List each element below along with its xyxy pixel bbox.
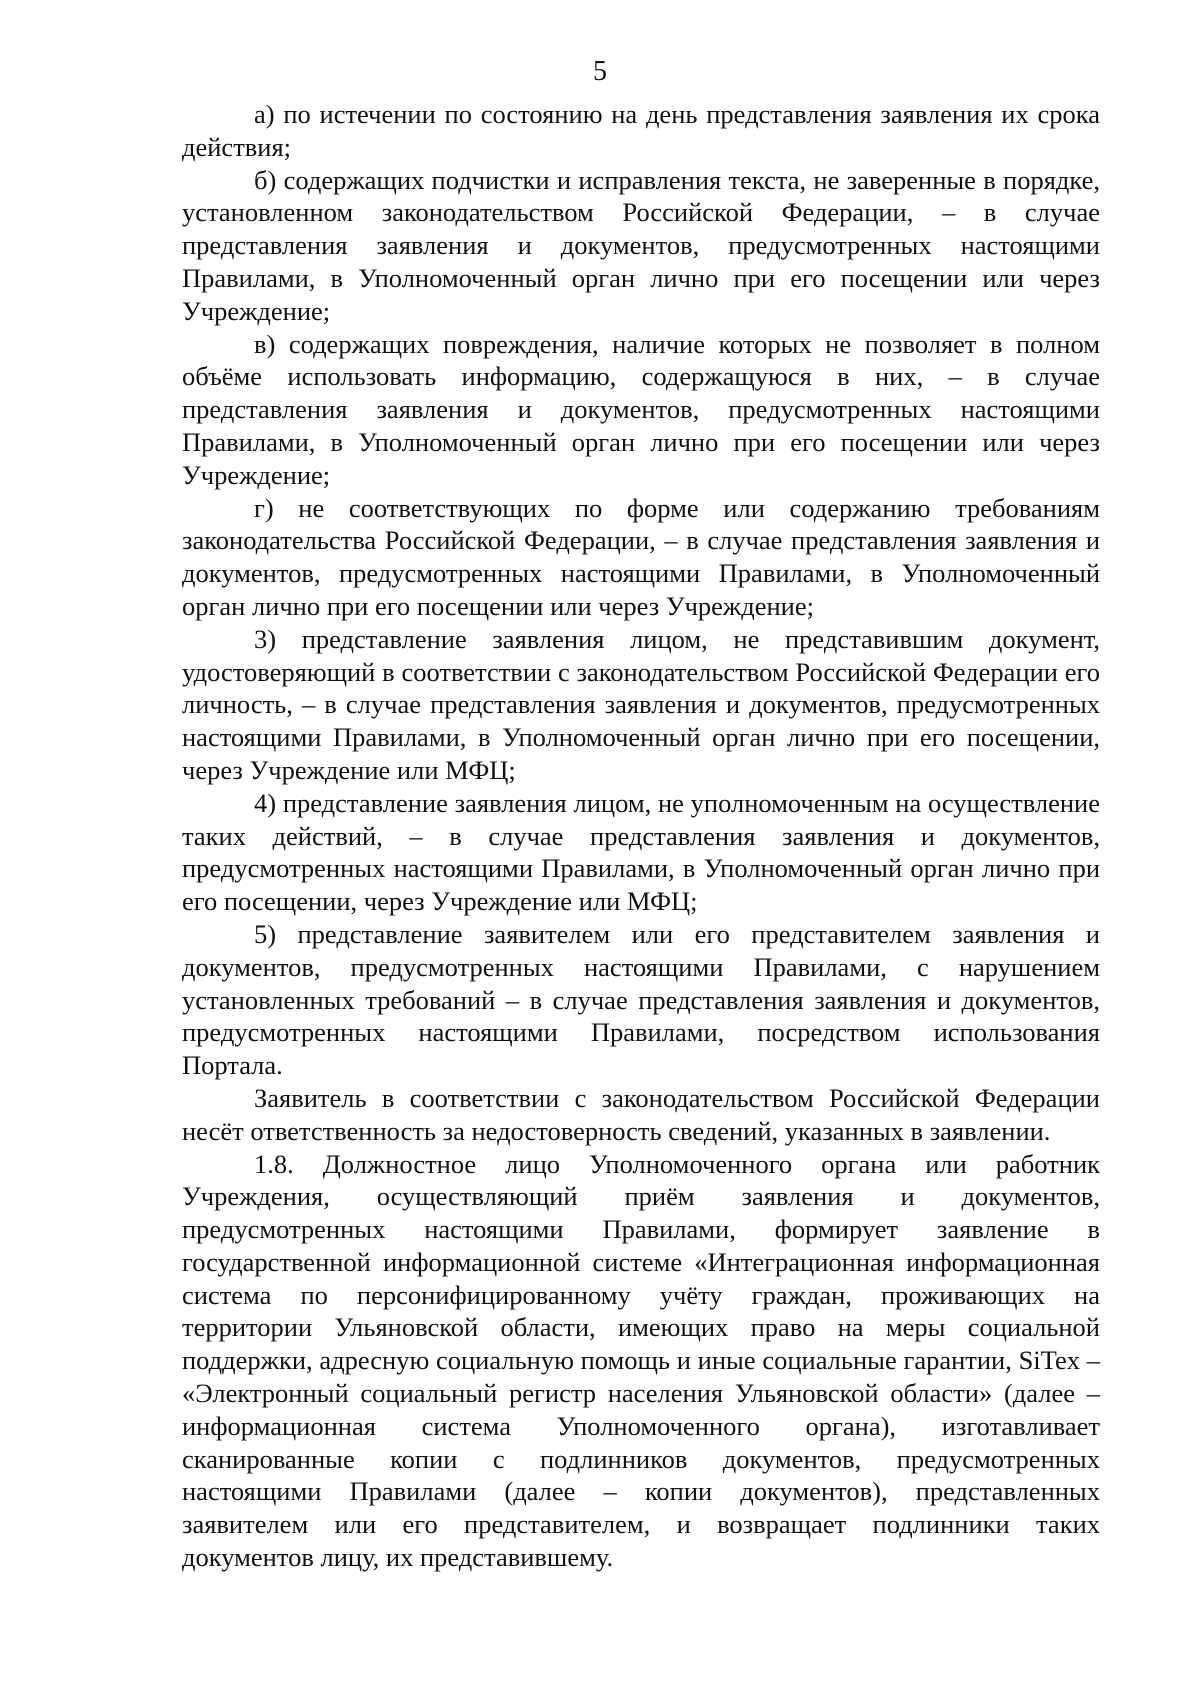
paragraph-item-g: г) не соответствующих по форме или содержанию требованиям законодательства Российской Федерации, – в случае представления заявления и документов, предусмотренных настоящими Правилами, в Уполномоченный орган лично при его посещении или через Учреждение;	[182, 492, 1100, 621]
paragraph-item-b: б) содержащих подчистки и исправления текста, не заверенные в порядке, установленном законодательством Российской Федерации, – в случае представления заявления и документов, предусмотренных настоящими Правилами, в Уполномоченный орган лично при его посещении или через Учреждение;	[182, 164, 1100, 326]
paragraph-section-1-8: 1.8. Должностное лицо Уполномоченного органа или работник Учреждения, осуществляющий приём заявления и документов, предусмотренных настоящими Правилами, формирует заявление в государственной информационной системе «Интеграционная информационная система по персонифицированному учёту граждан, проживающих на территории Ульяновской области, имеющих право на меры социальной поддержки, адресную социальную помощь и иные социальные гарантии, SiTex – «Электронный социальный регистр населения Ульяновской области» (далее – информационная система Уполномоченного органа), изготавливает сканированные копии с подлинников документов, предусмотренных настоящими Правилами (далее – копии документов), представленных заявителем или его представителем, и возвращает подлинники таких документов лицу, их представившему.	[182, 1148, 1100, 1573]
paragraph-item-4: 4) представление заявления лицом, не уполномоченным на осуществление таких действий, – в случае представления заявления и документов, предусмотренных настоящими Правилами, в Уполномоченный орган лично при его посещении, через Учреждение или МФЦ;	[182, 787, 1100, 917]
paragraph-applicant-responsibility: Заявитель в соответствии с законодательством Российской Федерации несёт ответственность за недостоверность сведений, указанных в заявлении.	[182, 1082, 1100, 1146]
paragraph-item-5: 5) представление заявителем или его представителем заявления и документов, предусмотренных настоящими Правилами, с нарушением установленных требований – в случае представления заявления и документов, предусмотренных настоящими Правилами, посредством использования Портала.	[182, 918, 1100, 1081]
document-body	[182, 98, 1100, 1574]
paragraph-item-a: а) по истечении по состоянию на день представления заявления их срока действия;	[182, 99, 1100, 162]
paragraph-item-3: 3) представление заявления лицом, не представившим документ, удостоверяющий в соответствии с законодательством Российской Федерации его личность, – в случае представления заявления и документов, предусмотренных настоящими Правилами, в Уполномоченный орган лично при его посещении, через Учреждение или МФЦ;	[182, 623, 1100, 785]
page-number: 5	[593, 56, 607, 87]
paragraph-item-v: в) содержащих повреждения, наличие которых не позволяет в полном объёме использовать информацию, содержащуюся в них, – в случае представления заявления и документов, предусмотренных настоящими Правилами, в Уполномоченный орган лично при его посещении или через Учреждение;	[182, 328, 1100, 490]
